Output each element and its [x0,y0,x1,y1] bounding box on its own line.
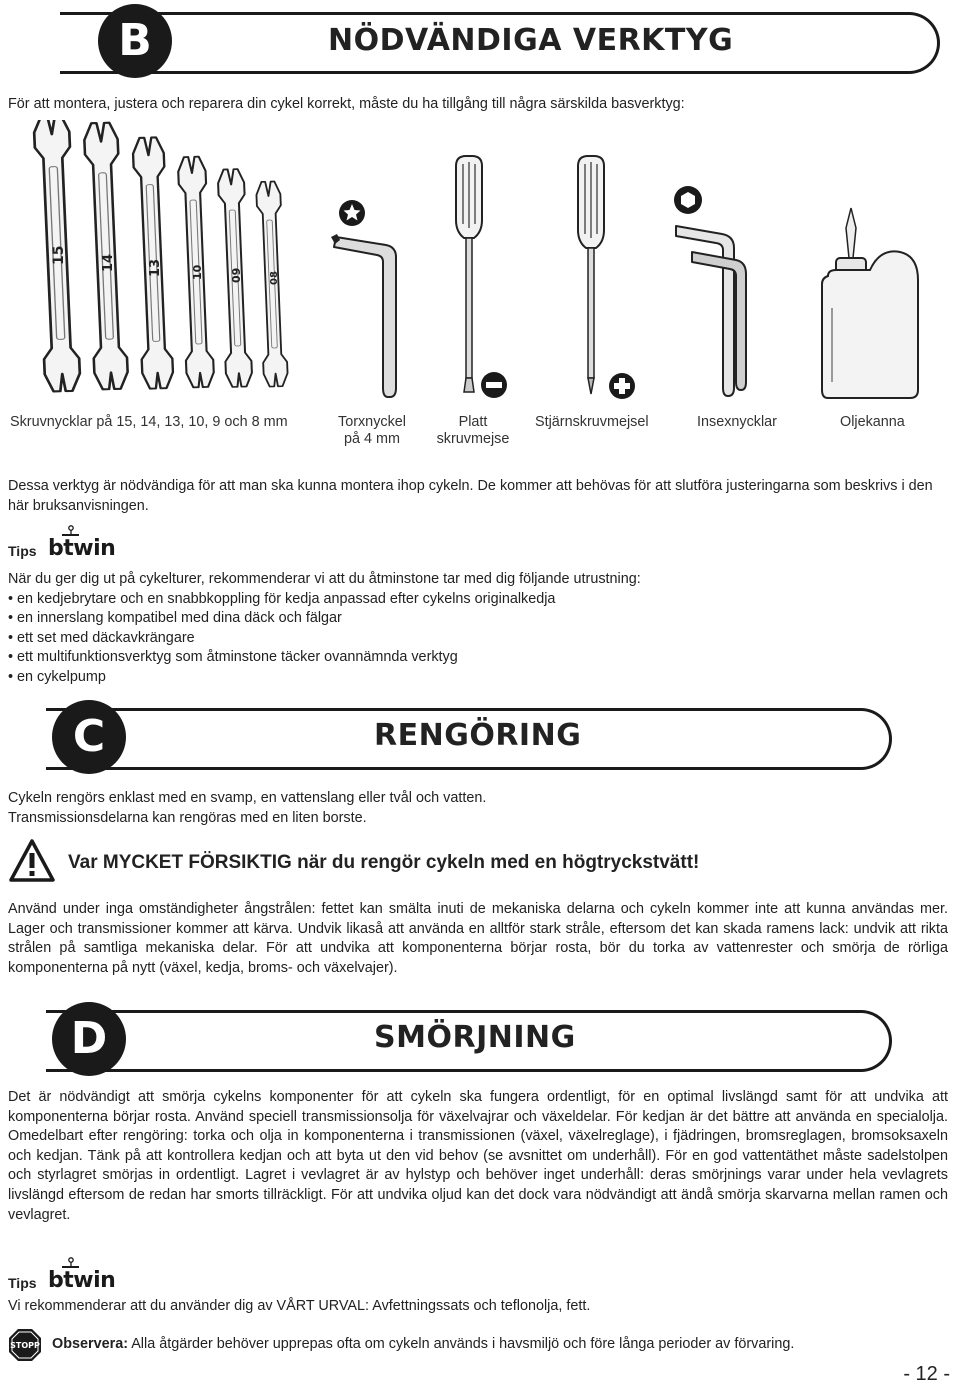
section-d-header [0,1002,960,1078]
tips-2-badge [8,1255,138,1291]
wrench-size-label: 15 [51,245,67,265]
phillips-screwdriver [578,156,635,399]
list-item: • ett multifunktionsverktyg som åtminstone täcker ovannämnda verktyg [8,649,458,666]
caption-hex: Insexnycklar [697,414,777,430]
tips-label: Tips [8,1275,37,1291]
section-d-title: SMÖRJNING [374,1020,576,1055]
stop-icon [8,1328,42,1362]
caption-oil: Oljekanna [840,414,905,430]
wrench-size-label: 13 [148,258,163,277]
btwin-logo-text: btwin [48,1268,116,1291]
section-c-line1: Cykeln rengörs enklast med en svamp, en vattenslang eller tvål och vatten. [8,790,487,806]
section-c-line2: Transmissionsdelarna kan rengöras med en liten borste. [8,809,367,826]
warning-text: Var MYCKET FÖRSIKTIG när du rengör cykeln med en högtryckstvätt! [68,852,700,873]
section-b-after-tools: Dessa verktyg är nödvändiga för att man ska kunna montera ihop cykeln. De kommer att behövas för att slutföra justeringarna som beskrivs i den här bruksanvisningen. [8,478,933,514]
hex-keys [674,186,746,396]
btwin-logo-text: btwin [48,536,116,559]
tips-label: Tips [8,543,37,559]
section-c-intro [8,789,948,828]
wrench-size-label: 10 [191,264,204,280]
btwin-logo [48,1255,138,1291]
tips-1-badge [8,523,138,559]
observe-note [52,1336,794,1352]
caption-flat-line1: Platt [458,414,488,430]
stop-icon-label: STOPP [10,1341,40,1350]
caption-wrenches: Skruvnycklar på 15, 14, 13, 10, 9 och 8 mm [10,414,288,430]
list-item: • ett set med däckavkrängare [8,629,195,646]
caption-flat-line2: skruvmejse [436,431,510,447]
caption-torx-line1: Torxnyckel [338,414,406,430]
section-c-body: Använd under inga omständigheter ångstrålen: fettet kan smälta inuti de mekaniska delarna och cykeln kommer inte att kunna användas mer. Lager och transmissioner kommer att kärva. Undvik likaså att använda en alltför stark stråle, eftersom det kan skada ramens lack: undvik att rikta strålen på samtliga mekaniska delar. För att undvika att komponenterna börjar rosta, bör du torka av vattenrester och smörja de rörliga komponenterna på nytt (växel, kedja, broms- och växelvajer). [8,901,948,976]
wrench-size-label: 14 [101,253,116,272]
section-b-header [0,4,960,80]
section-b-letter: B [98,4,172,78]
section-c-header [0,700,960,776]
section-b-title: NÖDVÄNDIGA VERKTYG [328,23,734,58]
list-item: • en innerslang kompatibel med dina däck och fälgar [8,610,342,627]
tools-drawing [0,120,960,410]
section-d-letter: D [52,1002,126,1076]
torx-key [331,200,396,397]
caption-torx-line2: på 4 mm [344,431,400,447]
tips-1-intro: När du ger dig ut på cykelturer, rekommenderar vi att du åtminstone tar med dig följande utrustning: [8,571,641,587]
caption-torx [328,414,416,448]
tools-illustration [0,120,960,447]
warning-callout [8,838,953,884]
section-d-body: Det är nödvändigt att smörja cykelns komponenter för att cykeln ska fungera ordentligt, för en optimal livslängd samt för att undvika att komponenterna börjar rosta. Använd speciell transmissionsolja för växelvajrar och växeldelar. För kedjan är det bättre att använda en specialolja. Omedelbart efter rengöring: torka och olja in komponenterna i transmissionen (växel, växelreglage), i fjädringen, bromsreglagen, bromsoksaxeln och kedjan. Tänk på att kontrollera kedjan och att byta ut den vid behov (se avsnittet om underhåll). För en god vattentäthet måste sadelstolpen och styrlagret smörjas in ordentligt. Lagret i vevlagret är av hylstyp och behöver inget underhåll: deras smörjnings varar under hela vevlagrets livslängd eftersom de redan har smorts tillräckligt. För att undvika oljud kan det dock vara nödvändigt att ändå smörja skarvarna mellan ramen och vevlagret. [8,1089,948,1223]
section-c-title: RENGÖRING [374,718,582,753]
tips-2-text: Vi rekommenderar att du använder dig av VÅRT URVAL: Avfettningssats och teflonolja, fett. [8,1298,591,1314]
observe-text: Alla åtgärder behöver upprepas ofta om cykeln används i havsmiljö och före långa perioder av förvaring. [128,1336,795,1352]
caption-phillips: Stjärnskruvmejsel [535,414,649,430]
flat-screwdriver [456,156,507,398]
section-b-intro: För att montera, justera och reparera din cykel korrekt, måste du ha tillgång till några särskilda basverktyg: [8,96,685,112]
observe-label: Observera: [52,1336,128,1352]
caption-flat [428,414,518,448]
wrench-size-label: 08 [269,271,280,285]
btwin-logo [48,523,138,559]
list-item: • en cykelpump [8,668,106,685]
warning-icon [8,838,56,884]
wrench-size-label: 09 [230,267,243,283]
page-number: - 12 - [903,1363,950,1385]
tips-1-text [8,570,948,688]
list-item: • en kedjebrytare och en snabbkoppling för kedja anpassad efter cykelns originalkedja [8,590,556,607]
section-c-letter: C [52,700,126,774]
oil-can [822,208,918,398]
